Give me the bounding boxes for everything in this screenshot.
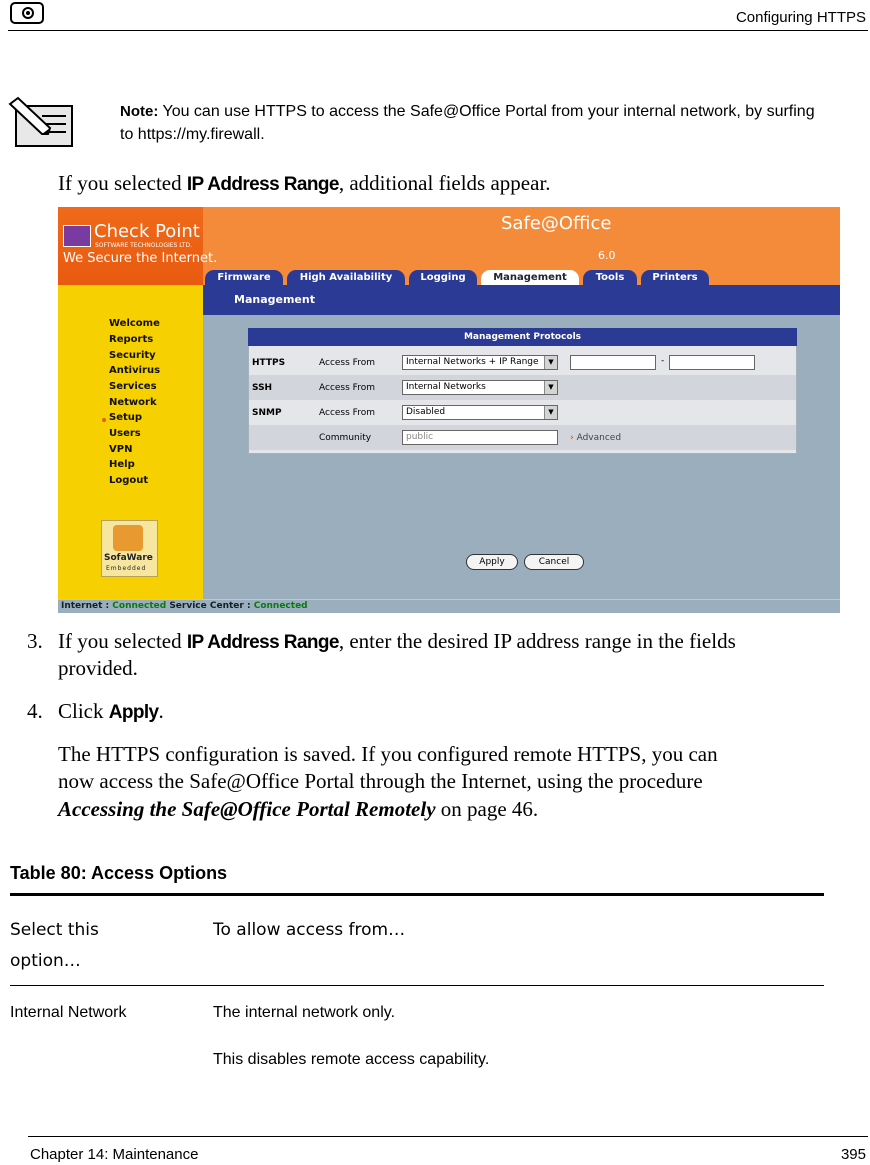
portal-product-name: Safe@Office	[501, 213, 612, 234]
menu-help[interactable]: Help	[109, 459, 135, 470]
chevron-right-icon: ›	[570, 433, 574, 443]
table-cell-option: Internal Network	[10, 1004, 127, 1021]
step-text-end: , enter the desired IP address range in the fields	[338, 629, 736, 653]
https-row	[249, 350, 796, 375]
running-header: Configuring HTTPS	[735, 9, 866, 26]
page-number: 395	[840, 1146, 866, 1163]
step-text-end: .	[158, 699, 164, 723]
step-text: Click	[58, 699, 109, 723]
tab-management[interactable]: Management	[481, 270, 579, 285]
access-from-label: Access From	[319, 383, 375, 393]
portal-tagline: We Secure the Internet.	[63, 251, 218, 266]
dropdown-arrow-icon: ▼	[544, 381, 557, 394]
cancel-button[interactable]: Cancel	[524, 554, 584, 570]
table-header-rule	[10, 985, 824, 986]
step-number: 3.	[27, 629, 43, 653]
table-cell-desc: The internal network only.	[213, 1004, 396, 1021]
internet-status-value: Connected	[112, 601, 167, 611]
result-line-3	[58, 796, 538, 822]
table-top-rule	[10, 893, 824, 896]
intro-text-end: , additional fields appear.	[338, 171, 551, 195]
ip-range-start-input[interactable]	[570, 355, 656, 370]
ip-range-separator: -	[661, 356, 665, 366]
menu-antivirus[interactable]: Antivirus	[109, 365, 161, 376]
portal-screenshot	[58, 207, 840, 613]
sofaware-sub: Embedded	[106, 565, 147, 572]
service-status-value: Connected	[253, 601, 308, 611]
portal-version: 6.0	[598, 249, 616, 262]
community-value: public	[406, 432, 434, 442]
tab-firmware[interactable]: Firmware	[205, 270, 283, 285]
advanced-link[interactable]	[570, 433, 621, 443]
snmp-row	[249, 400, 796, 425]
menu-reports[interactable]: Reports	[109, 334, 154, 345]
cross-reference-link[interactable]: Accessing the Safe@Office Portal Remotely	[58, 797, 436, 821]
step-text: If you selected	[58, 629, 187, 653]
result-line-1: The HTTPS configuration is saved. If you configured remote HTTPS, you can	[58, 742, 718, 766]
menu-vpn[interactable]: VPN	[109, 444, 133, 455]
step-3-text	[58, 628, 868, 656]
access-from-label: Access From	[319, 358, 375, 368]
https-access-value: Internal Networks + IP Range	[406, 357, 539, 367]
sofaware-name: SofaWare	[104, 553, 153, 563]
tab-high-availability[interactable]: High Availability	[287, 270, 405, 285]
menu-logout[interactable]: Logout	[109, 475, 149, 486]
dropdown-arrow-icon: ▼	[544, 406, 557, 419]
result-line-2: now access the Safe@Office Portal through the Internet, using the procedure	[58, 769, 703, 793]
step-command: Apply	[108, 702, 159, 723]
tab-printers[interactable]: Printers	[641, 270, 709, 285]
protocols-panel-title: Management Protocols	[248, 328, 797, 346]
snmp-access-value: Disabled	[406, 407, 446, 417]
note-label: Note:	[120, 103, 159, 120]
footer-rule	[28, 1136, 868, 1137]
portal-page-title: Management	[234, 293, 315, 306]
intro-text: If you selected	[58, 171, 187, 195]
apply-button[interactable]: Apply	[466, 554, 518, 570]
chapter-icon	[10, 2, 44, 24]
menu-security[interactable]: Security	[109, 350, 156, 361]
menu-welcome[interactable]: Welcome	[109, 318, 160, 329]
checkpoint-logo-icon	[63, 225, 91, 247]
menu-services[interactable]: Services	[109, 381, 157, 392]
step-3-continued: provided.	[58, 656, 138, 680]
status-bar	[58, 599, 840, 613]
intro-command: IP Address Range	[186, 174, 339, 195]
page-reference: on page 46.	[435, 797, 539, 821]
menu-setup[interactable]: Setup	[109, 412, 143, 423]
protocol-label: SNMP	[252, 408, 282, 418]
tab-tools[interactable]: Tools	[583, 270, 637, 285]
community-label: Community	[319, 433, 372, 443]
header-rule	[8, 30, 868, 31]
table-header-option: Select this option…	[10, 920, 99, 971]
protocol-label: HTTPS	[252, 358, 286, 368]
tab-logging[interactable]: Logging	[409, 270, 477, 285]
menu-users[interactable]: Users	[109, 428, 141, 439]
https-access-select[interactable]	[402, 355, 558, 370]
ip-range-end-input[interactable]	[669, 355, 755, 370]
service-status-label: Service Center :	[169, 601, 251, 611]
ssh-row	[249, 375, 796, 400]
intro-paragraph	[58, 170, 858, 198]
ssh-access-select[interactable]	[402, 380, 558, 395]
access-from-label: Access From	[319, 408, 375, 418]
menu-network[interactable]: Network	[109, 397, 157, 408]
sofaware-logo-icon	[113, 525, 143, 551]
note-pencil-icon	[8, 94, 78, 150]
table-caption: Table 80: Access Options	[10, 863, 228, 883]
step-4-text	[58, 698, 164, 726]
protocol-label: SSH	[252, 383, 273, 393]
table-header-access: To allow access from…	[213, 920, 406, 940]
portal-brand: Check Point	[94, 221, 200, 242]
footer-chapter: Chapter 14: Maintenance	[30, 1146, 199, 1163]
table-cell-desc-2: This disables remote access capability.	[213, 1051, 490, 1068]
portal-brand-sub: SOFTWARE TECHNOLOGIES LTD.	[95, 242, 192, 249]
ssh-access-value: Internal Networks	[406, 382, 486, 392]
internet-status-label: Internet :	[61, 601, 110, 611]
step-number: 4.	[27, 699, 43, 723]
community-row	[249, 425, 796, 450]
menu-active-bullet-icon	[102, 418, 106, 422]
note-text: You can use HTTPS to access the Safe@Office Portal from your internal network, by surfing to https://my.firewall.	[120, 103, 815, 143]
community-input[interactable]	[402, 430, 558, 445]
advanced-label: Advanced	[576, 433, 622, 443]
note	[120, 100, 820, 146]
dropdown-arrow-icon: ▼	[544, 356, 557, 369]
snmp-access-select[interactable]	[402, 405, 558, 420]
step-command: IP Address Range	[186, 632, 339, 653]
